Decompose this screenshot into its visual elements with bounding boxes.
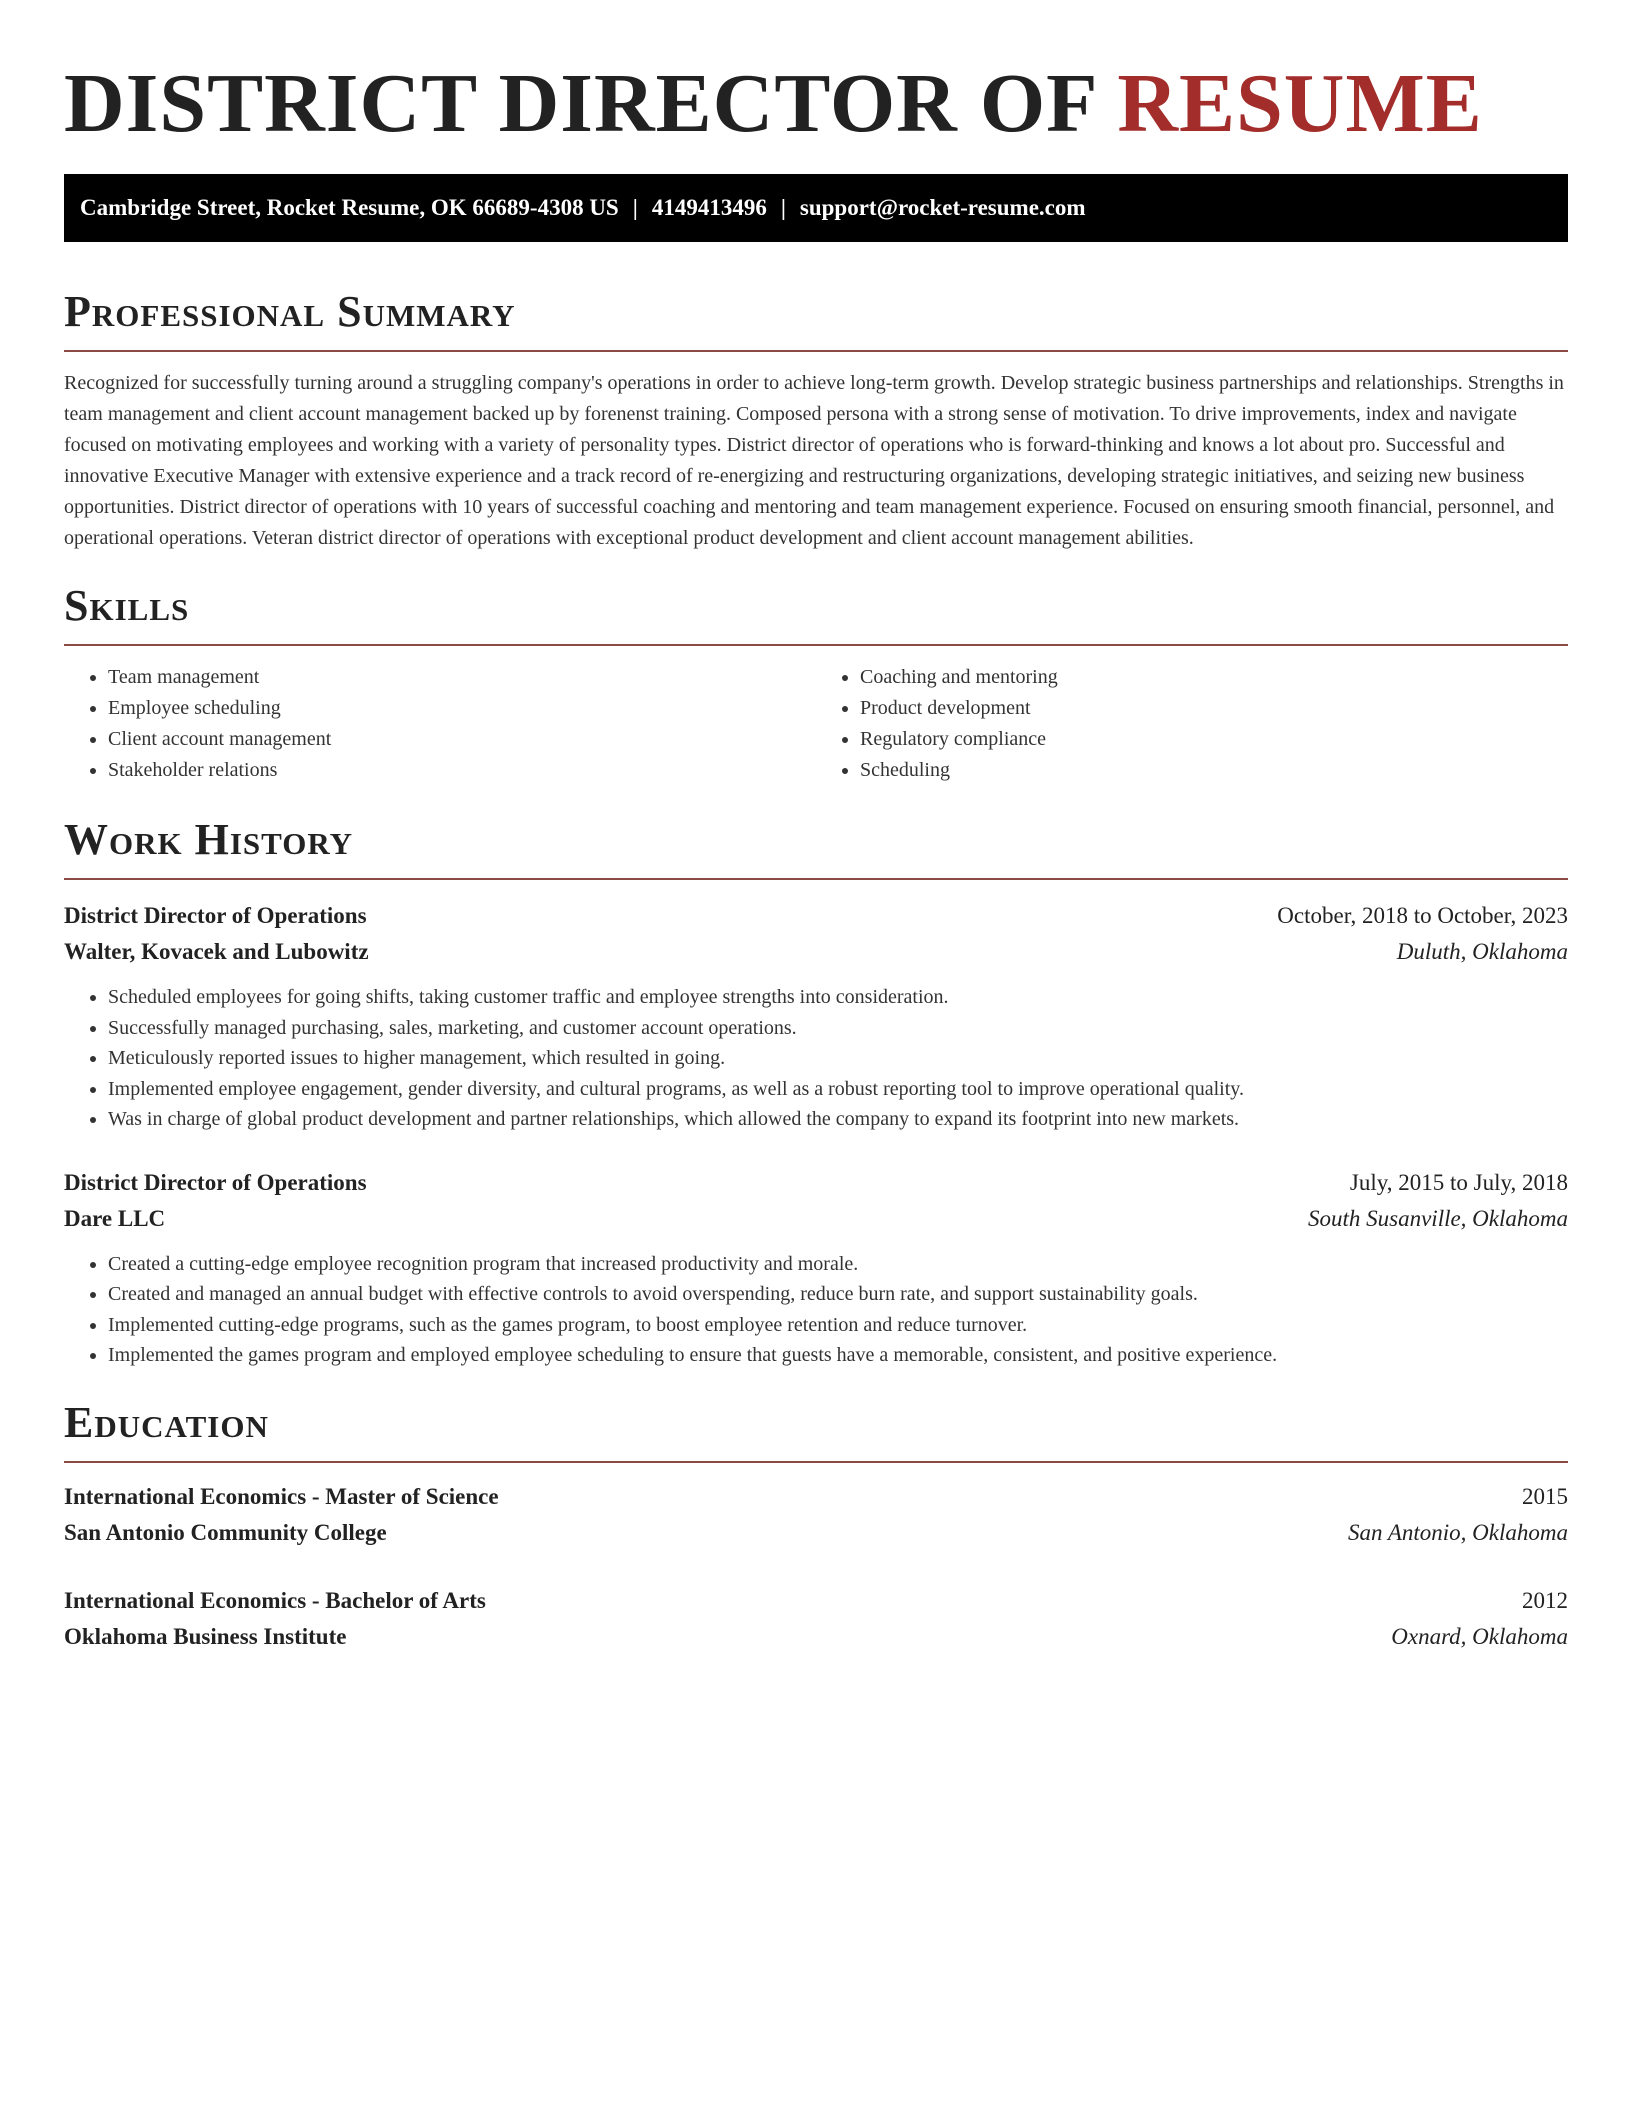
education-school: Oklahoma Business Institute (64, 1623, 347, 1649)
education-section (64, 1397, 1568, 1655)
job-company: Walter, Kovacek and Lubowitz (64, 939, 369, 964)
skill-item: • Coaching and mentoring (860, 662, 1568, 693)
summary-section (64, 286, 1568, 554)
education-location: Oxnard, Oklahoma (1391, 1623, 1568, 1649)
section-divider (64, 1461, 1568, 1463)
resume-page (64, 0, 1568, 1655)
job-dates: July, 2015 to July, 2018 (1349, 1169, 1568, 1195)
education-school-row (64, 1515, 1568, 1551)
education-year: 2015 (1522, 1483, 1568, 1509)
section-divider (64, 350, 1568, 352)
summary-text: Recognized for successfully turning around a struggling company's operations in order to achieve long-term growth. Develop strategic business partnerships and relationships. Strengths in team management and client account management backed up by forenenst training. Composed persona with a strong sense of motivation. To drive improvements, index and navigate focused on motivating employees and working with a variety of personality types. District director of operations who is forward-thinking and knows a lot about pro. Successful and innovative Executive Manager with extensive experience and a track record of re-energizing and restructuring organizations, developing strategic initiatives, and seizing new business opportunities. District director of operations with 10 years of successful coaching and mentoring and team management experience. Focused on ensuring smooth financial, personnel, and operational operations. Veteran district director of operations with exceptional product development and client account management abilities. (64, 372, 1564, 549)
resume-name-heading (64, 0, 1568, 176)
job-bullet: • Meticulously reported issues to higher management, which resulted in going. (108, 1043, 1568, 1074)
job-header-row (64, 898, 1568, 934)
contact-email[interactable]: support@rocket-resume.com (799, 195, 1086, 220)
education-title: Education (64, 1397, 269, 1447)
skills-section (64, 580, 1568, 786)
skill-item: • Regulatory compliance (860, 724, 1568, 755)
education-school-row (64, 1619, 1568, 1655)
work-title: Work History (64, 815, 354, 864)
name-main: DISTRICT DIRECTOR OF (64, 57, 1096, 150)
job-bullet: • Was in charge of global product development and partner relationships, which allowed the company to expand its footprint into new markets. (108, 1104, 1568, 1135)
job-bullet: • Scheduled employees for going shifts, taking customer traffic and employee strengths into consideration. (108, 982, 1568, 1013)
education-entry (64, 1583, 1568, 1655)
contact-bar (64, 174, 1568, 242)
job-bullet: • Implemented employee engagement, gender diversity, and cultural programs, as well as a robust reporting tool to improve operational quality. (108, 1074, 1568, 1105)
job-bullet: • Implemented the games program and employed employee scheduling to ensure that guests have a memorable, consistent, and positive experience. (108, 1340, 1568, 1371)
job-company-row (64, 934, 1568, 970)
education-degree-row (64, 1479, 1568, 1515)
skill-item: • Team management (108, 662, 816, 693)
contact-separator: | (780, 195, 786, 220)
skills-title: Skills (64, 581, 190, 630)
education-degree-row (64, 1583, 1568, 1619)
job-entry (64, 1165, 1568, 1371)
job-bullets (64, 1249, 1568, 1371)
skill-item: • Client account management (108, 724, 816, 755)
education-degree: International Economics - Master of Science (64, 1483, 499, 1509)
job-company-row (64, 1201, 1568, 1237)
name-accent: RESUME (1117, 57, 1483, 150)
education-school: San Antonio Community College (64, 1519, 387, 1545)
skills-column-right (816, 662, 1568, 786)
skills-column-left (64, 662, 816, 786)
job-location: Duluth, Oklahoma (1396, 939, 1568, 964)
skill-item: • Product development (860, 693, 1568, 724)
education-entry (64, 1479, 1568, 1551)
job-location: South Susanville, Oklahoma (1308, 1205, 1568, 1231)
education-location: San Antonio, Oklahoma (1348, 1519, 1568, 1545)
section-divider (64, 878, 1568, 880)
job-bullet: • Created a cutting-edge employee recognition program that increased productivity and morale. (108, 1249, 1568, 1280)
contact-separator: | (632, 195, 638, 220)
work-section (64, 814, 1568, 1371)
skill-item: • Employee scheduling (108, 693, 816, 724)
contact-address: Cambridge Street, Rocket Resume, OK 66689-4308 US (80, 195, 619, 220)
skill-item: • Scheduling (860, 755, 1568, 786)
job-header-row (64, 1165, 1568, 1201)
summary-title: Professional Summary (64, 287, 516, 336)
education-year: 2012 (1522, 1587, 1568, 1613)
job-company: Dare LLC (64, 1205, 166, 1231)
job-bullet: • Successfully managed purchasing, sales, marketing, and customer account operations. (108, 1013, 1568, 1044)
skill-item: • Stakeholder relations (108, 755, 816, 786)
contact-phone[interactable]: 4149413496 (651, 195, 767, 220)
job-role: District Director of Operations (64, 1169, 367, 1195)
job-bullet: • Implemented cutting-edge programs, such as the games program, to boost employee retention and reduce turnover. (108, 1310, 1568, 1341)
job-dates: October, 2018 to October, 2023 (1277, 903, 1568, 928)
job-bullet: • Created and managed an annual budget with effective controls to avoid overspending, reduce burn rate, and support sustainability goals. (108, 1279, 1568, 1310)
job-bullets (64, 982, 1568, 1135)
section-divider (64, 644, 1568, 646)
education-degree: International Economics - Bachelor of Arts (64, 1587, 486, 1613)
job-entry (64, 898, 1568, 1135)
job-role: District Director of Operations (64, 903, 367, 928)
skills-list (64, 662, 1568, 786)
